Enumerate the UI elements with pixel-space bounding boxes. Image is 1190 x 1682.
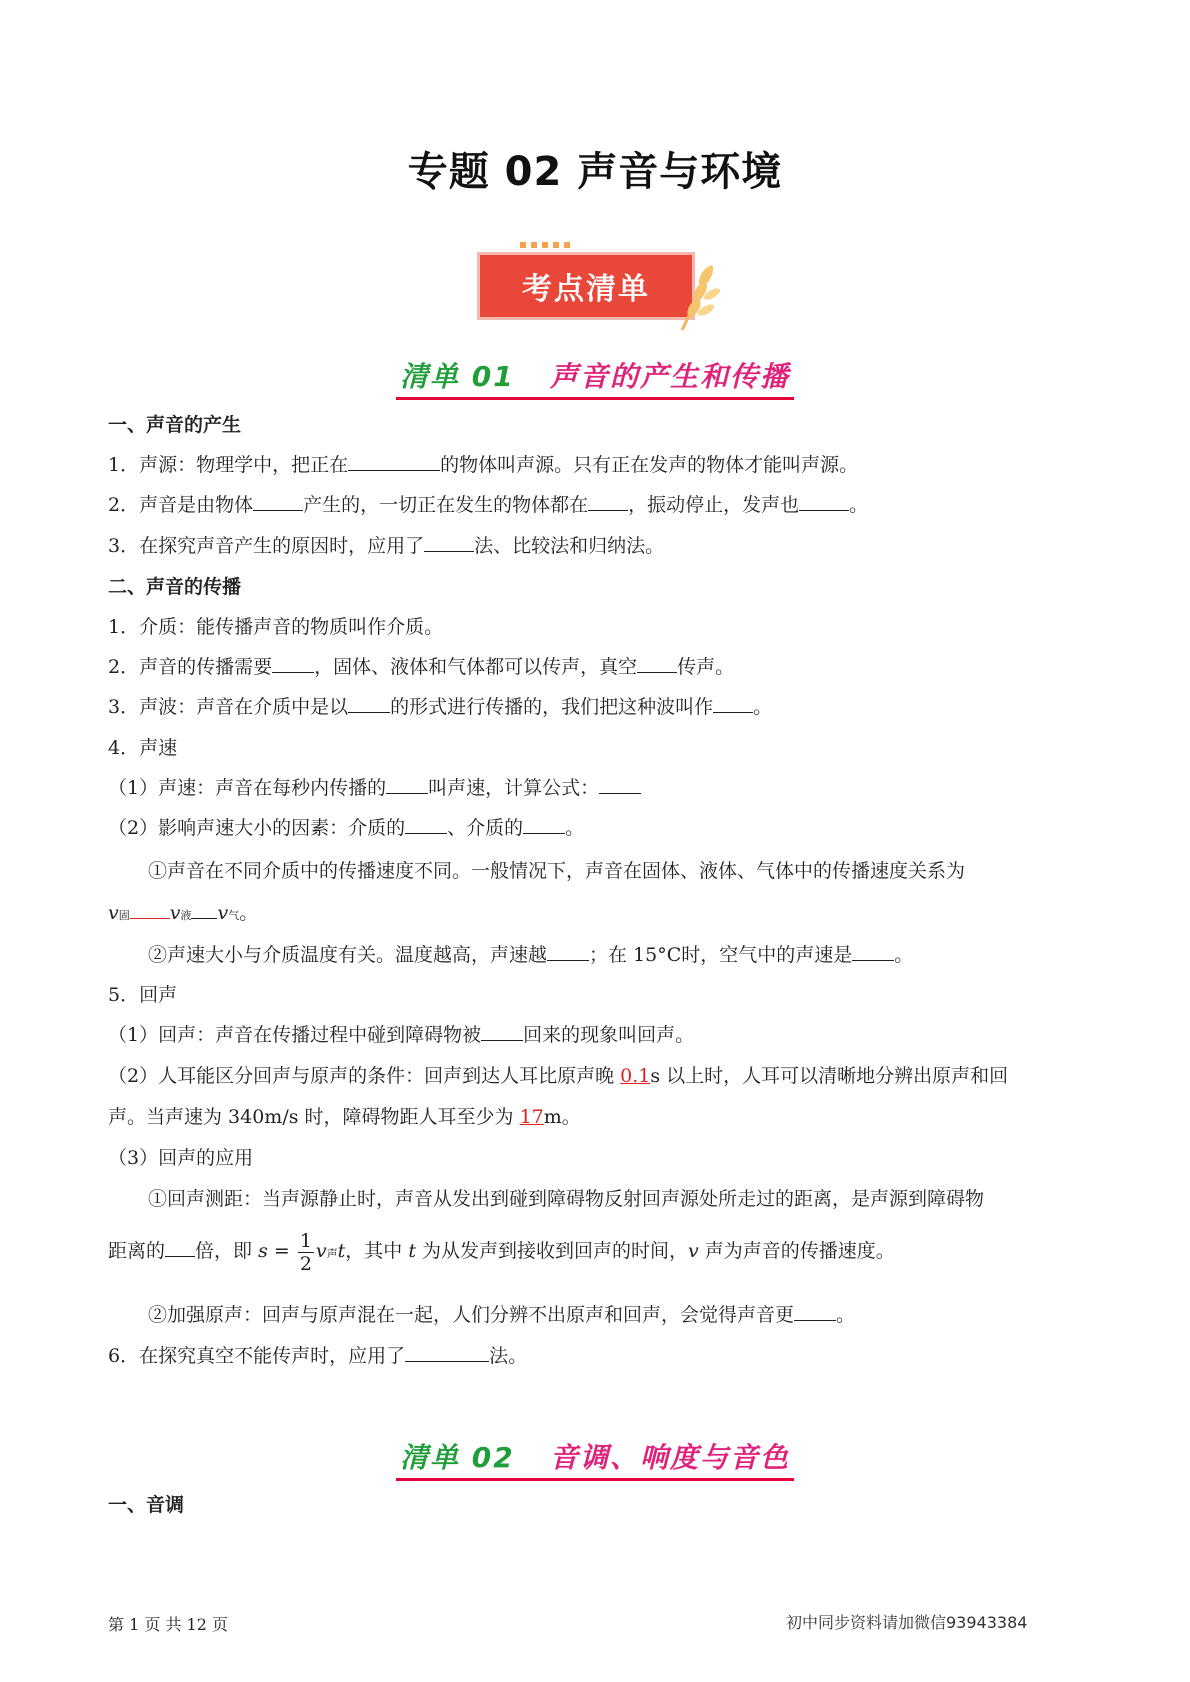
- item-q3: 3．声波：声音在介质中是以 的形式进行传播的，我们把这种波叫作 。: [108, 696, 773, 718]
- item-q5e: ①回声测距：当声源静止时，声音从发出到碰到障碍物反射回声源处所走过的距离，是声源到障碍物: [148, 1188, 985, 1210]
- section-title: 音调、响度与音色: [549, 1441, 790, 1474]
- section-heading-02: [0, 1436, 1190, 1481]
- wheat-leaf-icon: [672, 260, 722, 332]
- item-q1: 1．介质：能传播声音的物质叫作介质。: [108, 616, 444, 638]
- section-number: 清单 02: [400, 1441, 515, 1474]
- subheading-sound-production: 一、声音的产生: [108, 414, 242, 436]
- item-q5g: ②加强原声：回声与原声混在一起，人们分辨不出原声和回声，会觉得声音更 。: [148, 1304, 856, 1326]
- item-q2: 2．声音的传播需要 ，固体、液体和气体都可以传声，真空 传声。: [108, 656, 735, 678]
- item-p3: 3．在探究声音产生的原因时，应用了 法、比较法和归纳法。: [108, 535, 665, 557]
- item-q4b: （2）影响声速大小的因素：介质的 、介质的 。: [108, 817, 585, 839]
- item-q5: 5．回声: [108, 984, 178, 1006]
- item-q5f: 距离的 倍，即 s = $\frac{1}{2}$ v声t，其中 t 为从发声到接收到回声的时间，v 声为声音的传播速度。: [108, 1229, 895, 1275]
- item-q4e: ②声速大小与介质温度有关。温度越高，声速越 ；在 15°C时，空气中的声速是 。: [148, 944, 914, 966]
- item-q5b: （2）人耳能区分回声与原声的条件：回声到达人耳比原声晚 0.1s 以上时，人耳可以清晰地分辨出原声和回: [108, 1065, 1009, 1087]
- badge-label: 考点清单: [477, 252, 695, 320]
- badge-banner: [472, 240, 732, 332]
- subheading-sound-propagation: 二、声音的传播: [108, 576, 242, 598]
- item-p1: 1．声源：物理学中，把正在 的物体叫声源。只有正在发声的物体才能叫声源。: [108, 454, 859, 476]
- fraction-one-half: $\frac{1}{2}$: [299, 1229, 312, 1275]
- badge-dots: [520, 242, 570, 248]
- item-q5d: （3）回声的应用: [108, 1147, 254, 1169]
- item-q5c: 声。当声速为 340m/s 时，障碍物距人耳至少为 17m。: [108, 1106, 581, 1128]
- item-q4c: ①声音在不同介质中的传播速度不同。一般情况下，声音在固体、液体、气体中的传播速度关系为: [148, 860, 966, 882]
- section-number: 清单 01: [400, 360, 515, 393]
- subheading-pitch: 一、音调: [108, 1494, 185, 1516]
- section-title: 声音的产生和传播: [549, 360, 790, 393]
- section-heading-01: [0, 355, 1190, 400]
- footer-note: 初中同步资料请加微信93943384: [786, 1613, 1028, 1632]
- page-title: 专题 02 声音与环境: [407, 149, 783, 195]
- item-p2: 2．声音是由物体 产生的，一切正在发生的物体都在 ，振动停止，发声也 。: [108, 494, 869, 516]
- page-number: 第 1 页 共 12 页: [108, 1615, 228, 1634]
- item-q4: 4．声速: [108, 737, 178, 759]
- item-q4a: （1）声速：声音在每秒内传播的 叫声速，计算公式：: [108, 775, 1088, 801]
- item-q5a: （1）回声：声音在传播过程中碰到障碍物被 回来的现象叫回声。: [108, 1024, 695, 1046]
- item-q4d: v固 v液 v气。: [108, 902, 259, 924]
- item-q6: 6．在探究真空不能传声时，应用了 法。: [108, 1345, 528, 1367]
